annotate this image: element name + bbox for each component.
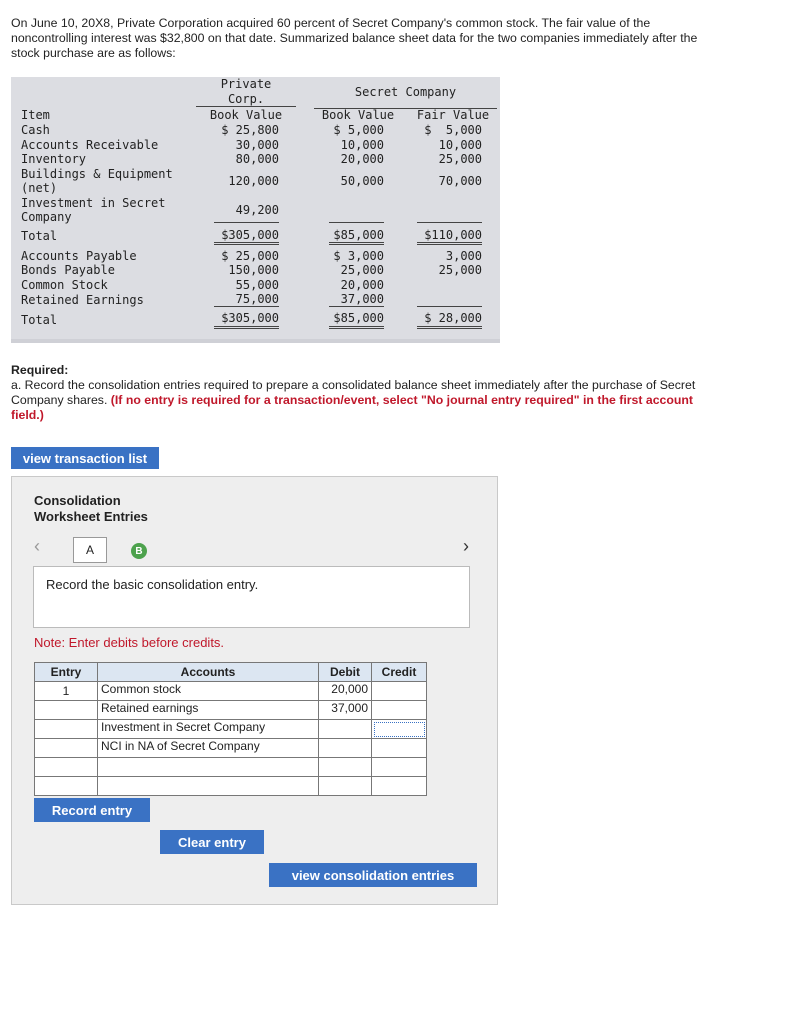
view-consolidation-entries-button[interactable]: view consolidation entries: [269, 863, 477, 887]
item-label: Total: [21, 313, 58, 327]
clear-entry-button[interactable]: Clear entry: [160, 830, 264, 854]
private-book-value: 30,000: [235, 138, 279, 152]
secret-book-value: $ 5,000: [333, 123, 384, 137]
entry-number: [35, 739, 98, 758]
account-field[interactable]: [98, 777, 319, 796]
table-row: [35, 739, 427, 758]
panel-title-line1: Consolidation: [34, 493, 121, 508]
item-label: Common Stock: [21, 278, 108, 292]
entry-number: [35, 701, 98, 720]
debit-value: 37,000: [331, 701, 368, 715]
secret-fair-value: 3,000: [445, 249, 482, 263]
credit-field[interactable]: [372, 739, 427, 758]
table-row: [35, 720, 427, 739]
item-label: Retained Earnings: [21, 293, 144, 307]
debit-value: [319, 758, 371, 776]
balance-sheet-table: [11, 77, 500, 343]
entry-note: Note: Enter debits before credits.: [34, 635, 225, 650]
account-field[interactable]: [98, 758, 319, 777]
item-label: Inventory: [21, 152, 87, 166]
account-value: Investment in Secret Company: [101, 720, 266, 734]
entry-number: 1: [35, 682, 98, 701]
credit-value: [372, 682, 426, 700]
credit-value: [372, 777, 426, 795]
secret-book-value: $85,000: [333, 228, 384, 242]
secret-book-value: $ 3,000: [333, 249, 384, 263]
header-fair-value: Fair Value: [416, 108, 490, 122]
header-private-corp: Corp.: [227, 92, 265, 106]
secret-book-value: 37,000: [340, 292, 384, 306]
secret-book-value: 25,000: [340, 263, 384, 277]
debit-field[interactable]: [319, 739, 372, 758]
credit-value: [372, 739, 426, 757]
secret-fair-value: 25,000: [438, 263, 482, 277]
secret-fair-value: $ 5,000: [424, 123, 482, 137]
secret-book-value: 20,000: [340, 278, 384, 292]
entry-description: Record the basic consolidation entry.: [33, 566, 470, 628]
account-value: [98, 777, 318, 795]
secret-book-value: 20,000: [340, 152, 384, 166]
header-secret: Secret Company: [354, 85, 457, 99]
private-book-value: 120,000: [228, 174, 279, 188]
header-credit: Credit: [372, 663, 427, 682]
secret-book-value: $85,000: [333, 311, 384, 325]
credit-field[interactable]: [372, 682, 427, 701]
view-transaction-list-button[interactable]: view transaction list: [11, 447, 159, 469]
panel-title: [34, 493, 148, 525]
tab-b[interactable]: B: [131, 543, 147, 559]
table-row: [35, 701, 427, 720]
table-row: [35, 758, 427, 777]
item-label: Accounts Receivable: [21, 138, 159, 152]
required-section: [11, 363, 701, 423]
credit-field[interactable]: [372, 777, 427, 796]
header-entry: Entry: [35, 663, 98, 682]
item-label-cont: (net): [21, 181, 58, 195]
debit-value: [319, 739, 371, 757]
header-debit: Debit: [319, 663, 372, 682]
debit-field[interactable]: [319, 777, 372, 796]
item-label: Bonds Payable: [21, 263, 115, 277]
debit-field[interactable]: [319, 682, 372, 701]
header-book-value-private: Book Value: [209, 108, 283, 122]
item-label: Buildings & Equipment: [21, 167, 173, 181]
private-book-value: 49,200: [235, 203, 279, 217]
secret-book-value: 10,000: [340, 138, 384, 152]
table-row: [35, 777, 427, 796]
header-item: Item: [21, 108, 50, 122]
private-book-value: $305,000: [221, 311, 279, 325]
debit-value: [319, 777, 371, 795]
credit-field[interactable]: [372, 758, 427, 777]
table-row: [35, 682, 427, 701]
debit-field[interactable]: [319, 758, 372, 777]
tab-a[interactable]: A: [73, 537, 107, 563]
account-value: Retained earnings: [101, 701, 199, 715]
problem-intro: On June 10, 20X8, Private Corporation acquired 60 percent of Secret Company's common stock. The fair value of the noncontrolling interest was $32,800 on that date. Summarized balance sheet data for the two companies immediately after the stock purchase are as follows:: [11, 16, 698, 60]
item-label: Investment in Secret: [21, 196, 166, 210]
required-label: Required:: [11, 363, 69, 377]
private-book-value: 80,000: [235, 152, 279, 166]
entry-number: [35, 720, 98, 739]
secret-fair-value: 25,000: [438, 152, 482, 166]
secret-fair-value: 70,000: [438, 174, 482, 188]
header-private: Private: [220, 77, 272, 91]
private-book-value: 55,000: [235, 278, 279, 292]
debit-field[interactable]: [319, 720, 372, 739]
item-label: Total: [21, 229, 58, 243]
journal-entry-table: [34, 662, 427, 796]
credit-value: [372, 758, 426, 776]
account-field[interactable]: [98, 701, 319, 720]
private-book-value: $305,000: [221, 228, 279, 242]
secret-fair-value: $ 28,000: [424, 311, 482, 325]
private-book-value: 150,000: [228, 263, 279, 277]
required-text: a. Record the consolidation entries required to prepare a consolidated balance sheet immediately after the purchase of Secret Company shares.: [11, 378, 696, 407]
next-arrow-icon[interactable]: ›: [463, 536, 469, 556]
panel-title-line2: Worksheet Entries: [34, 509, 148, 524]
credit-field[interactable]: [372, 720, 427, 739]
secret-fair-value: $110,000: [424, 228, 482, 242]
credit-field[interactable]: [372, 701, 427, 720]
secret-fair-value: 10,000: [438, 138, 482, 152]
prev-arrow-icon[interactable]: ‹: [34, 536, 40, 556]
private-book-value: 75,000: [235, 292, 279, 306]
debit-value: 20,000: [331, 682, 368, 696]
secret-book-value: 50,000: [340, 174, 384, 188]
credit-value: [372, 701, 426, 719]
record-entry-button[interactable]: Record entry: [34, 798, 150, 822]
credit-value: [372, 720, 426, 738]
account-value: Common stock: [101, 682, 182, 696]
account-field[interactable]: [98, 720, 319, 739]
private-book-value: $ 25,000: [221, 249, 279, 263]
header-accounts: Accounts: [98, 663, 319, 682]
debit-field[interactable]: [319, 701, 372, 720]
required-instruction: (If no entry is required for a transaction/event, select "No journal entry required" in the first account field.): [11, 393, 694, 422]
consolidation-panel: [11, 476, 498, 905]
account-value: [98, 758, 318, 776]
account-field[interactable]: [98, 682, 319, 701]
account-value: NCI in NA of Secret Company: [101, 739, 260, 753]
private-book-value: $ 25,800: [221, 123, 279, 137]
item-label: Cash: [21, 123, 50, 137]
item-label-cont: Company: [21, 210, 72, 224]
header-book-value-secret: Book Value: [321, 108, 395, 122]
debit-value: [319, 720, 371, 738]
item-label: Accounts Payable: [21, 249, 137, 263]
entry-number: [35, 777, 98, 796]
entry-number: [35, 758, 98, 777]
account-field[interactable]: [98, 739, 319, 758]
